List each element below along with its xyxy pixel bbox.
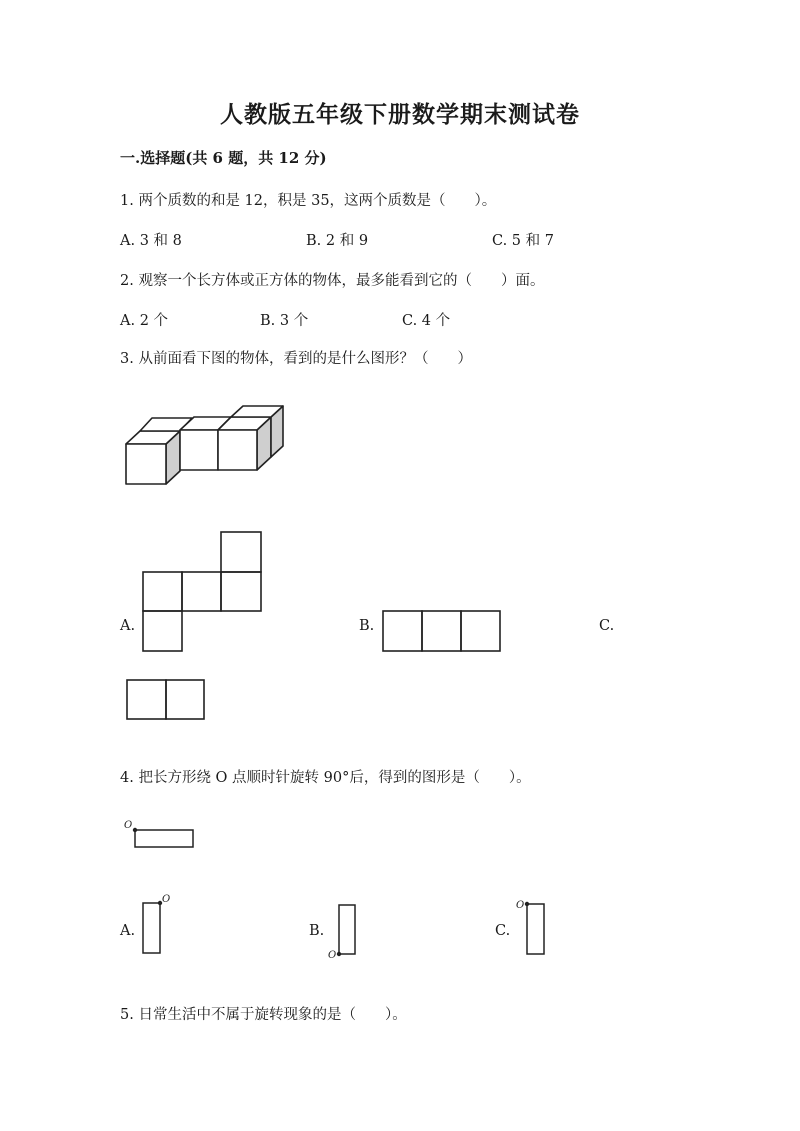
question-1-text: 1. 两个质数的和是 12，积是 35，这两个质数是（ ）。: [120, 193, 497, 209]
rotated-rectangle-option-b: [337, 905, 355, 956]
page-title: 人教版五年级下册数学期末测试卷: [220, 101, 580, 128]
point-o-label-option-a: O: [162, 894, 171, 905]
section-heading: 一.选择题(共 6 题，共 12 分): [120, 149, 327, 167]
question-4-text: 4. 把长方形绕 O 点顺时针旋转 90°后，得到的图形是（ ）。: [120, 770, 531, 786]
question-1-option-c: C. 5 和 7: [492, 233, 554, 249]
question-1-option-b: B. 2 和 9: [306, 233, 369, 249]
cube-object-figure: [126, 406, 283, 484]
original-rectangle-figure: [133, 828, 193, 847]
rotated-rectangle-option-a: [143, 901, 162, 953]
question-2-text: 2. 观察一个长方体或正方体的物体，最多能看到它的（ ）面。: [120, 273, 545, 289]
question-5-text: 5. 日常生活中不属于旋转现象的是（ ）。: [120, 1007, 407, 1023]
option-b-front-view-shape: [383, 611, 500, 651]
rotated-rectangle-option-c: [525, 902, 544, 954]
question-2-option-b: B. 3 个: [260, 313, 309, 329]
question-3-option-b-label: B.: [359, 618, 375, 634]
question-3-text: 3. 从前面看下图的物体，看到的是什么图形？（ ）: [120, 351, 472, 367]
question-2-option-c: C. 4 个: [402, 313, 451, 329]
point-o-label-option-c: O: [516, 900, 525, 911]
question-1-option-a: A. 3 和 8: [120, 233, 182, 249]
option-a-front-view-shape: [143, 532, 261, 651]
question-4-option-a-label: A.: [120, 923, 136, 939]
question-3-option-c-label: C.: [599, 618, 615, 634]
question-2-option-a: A. 2 个: [120, 313, 169, 329]
question-3-option-a-label: A.: [120, 618, 136, 634]
point-o-label-original: O: [124, 820, 133, 831]
option-c-front-view-shape: [127, 680, 204, 719]
question-4-option-b-label: B.: [309, 923, 325, 939]
point-o-label-option-b: O: [328, 950, 337, 961]
question-4-option-c-label: C.: [495, 923, 511, 939]
